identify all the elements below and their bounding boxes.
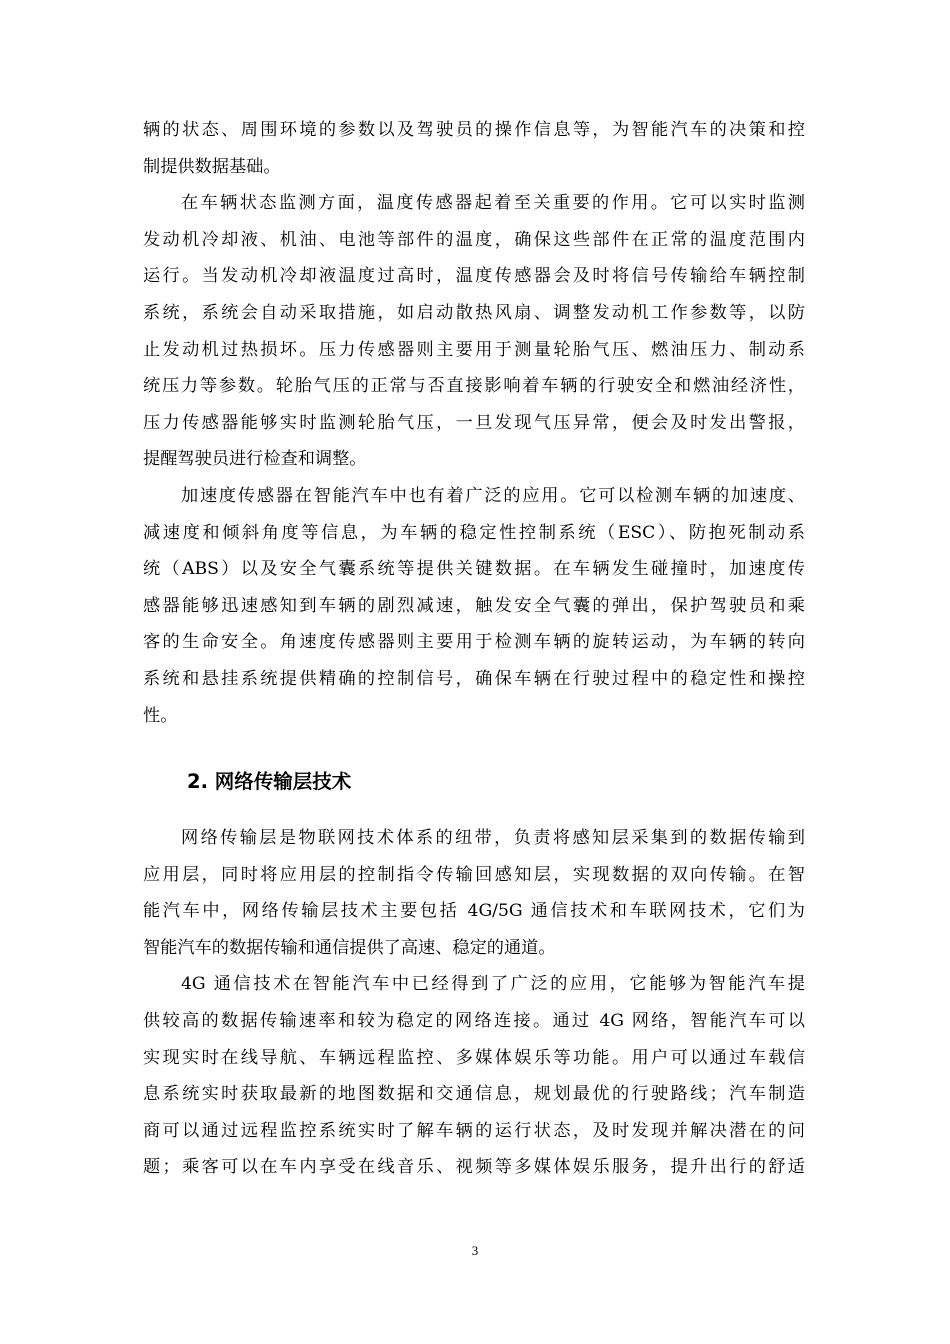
paragraph-1 bbox=[143, 112, 805, 185]
text-line: 减速度和倾斜角度等信息，为车辆的稳定性控制系统（ESC）、防抱死制动系 bbox=[143, 522, 805, 543]
text-line: 题；乘客可以在车内享受在线音乐、视频等多媒体娱乐服务，提升出行的舒适 bbox=[143, 1157, 805, 1178]
text-line: 压力传感器能够实时监测轮胎气压，一旦发现气压异常，便会及时发出警报， bbox=[143, 412, 805, 433]
paragraph-5 bbox=[143, 966, 805, 1186]
text-line: 运行。当发动机冷却液温度过高时，温度传感器会及时将信号传输给车辆控制 bbox=[143, 266, 805, 287]
paragraph-4 bbox=[143, 820, 805, 966]
text-line: 感器能够迅速感知到车辆的剧烈减速，触发安全气囊的弹出，保护驾驶员和乘 bbox=[143, 595, 805, 616]
text-line: 统（ABS）以及安全气囊系统等提供关键数据。在车辆发生碰撞时，加速度传 bbox=[143, 559, 805, 580]
text-line: 能汽车中，网络传输层技术主要包括 4G/5G 通信技术和车联网技术，它们为 bbox=[143, 901, 805, 922]
text-line: 在车辆状态监测方面，温度传感器起着至关重要的作用。它可以实时监测 bbox=[181, 193, 805, 214]
page-number: 3 bbox=[471, 1243, 479, 1258]
text-line: 提醒驾驶员进行检查和调整。 bbox=[143, 449, 367, 470]
text-line: 辆的状态、周围环境的参数以及驾驶员的操作信息等，为智能汽车的决策和控 bbox=[143, 120, 805, 140]
text-line: 应用层，同时将应用层的控制指令传输回感知层，实现数据的双向传输。在智 bbox=[143, 864, 805, 885]
text-line: 商可以通过远程监控系统实时了解车辆的运行状态，及时发现并解决潜在的问 bbox=[143, 1120, 805, 1141]
page-content bbox=[143, 112, 805, 1186]
text-line: 发动机冷却液、机油、电池等部件的温度，确保这些部件在正常的温度范围内 bbox=[143, 229, 805, 250]
section-heading: 2. 网络传输层技术 bbox=[187, 770, 352, 794]
text-line: 系统，系统会自动采取措施，如启动散热风扇、调整发动机工作参数等，以防 bbox=[143, 302, 805, 323]
text-line: 性。 bbox=[143, 705, 178, 726]
text-line: 实现实时在线导航、车辆远程监控、多媒体娱乐等功能。用户可以通过车载信 bbox=[143, 1047, 805, 1068]
text-line: 息系统实时获取最新的地图数据和交通信息，规划最优的行驶路线；汽车制造 bbox=[143, 1084, 805, 1105]
text-line: 制提供数据基础。 bbox=[143, 156, 281, 177]
paragraph-2 bbox=[143, 185, 805, 478]
paragraph-3 bbox=[143, 478, 805, 734]
text-line: 供较高的数据传输速率和较为稳定的网络连接。通过 4G 网络，智能汽车可以 bbox=[143, 1011, 805, 1032]
text-line: 系统和悬挂系统提供精确的控制信号，确保车辆在行驶过程中的稳定性和操控 bbox=[143, 668, 805, 689]
text-line: 4G 通信技术在智能汽车中已经得到了广泛的应用，它能够为智能汽车提 bbox=[181, 974, 805, 995]
text-line: 加速度传感器在智能汽车中也有着广泛的应用。它可以检测车辆的加速度、 bbox=[181, 485, 805, 506]
text-line: 止发动机过热损坏。压力传感器则主要用于测量轮胎气压、燃油压力、制动系 bbox=[143, 339, 805, 360]
text-line: 智能汽车的数据传输和通信提供了高速、稳定的通道。 bbox=[143, 937, 556, 958]
text-line: 统压力等参数。轮胎气压的正常与否直接影响着车辆的行驶安全和燃油经济性， bbox=[143, 376, 805, 397]
text-line: 客的生命安全。角速度传感器则主要用于检测车辆的旋转运动，为车辆的转向 bbox=[143, 632, 805, 653]
text-line: 网络传输层是物联网技术体系的纽带，负责将感知层采集到的数据传输到 bbox=[181, 828, 805, 849]
